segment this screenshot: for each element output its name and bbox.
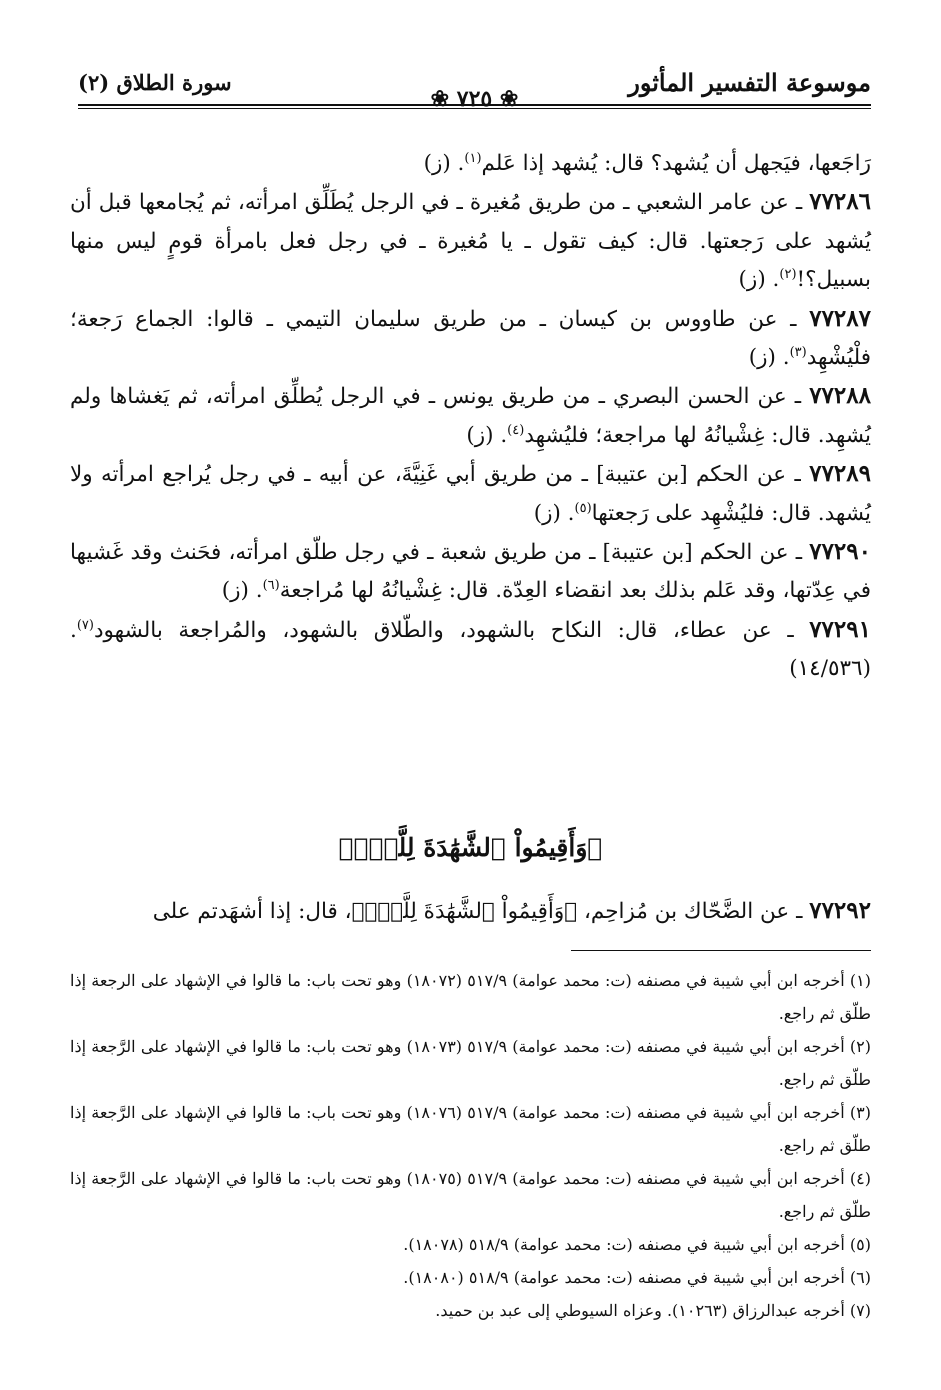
- paragraph: [70, 145, 871, 183]
- footnote: (٤) أخرجه ابن أبي شيبة في مصنفه (ت: محمد عوامة) ٥١٧/٩ (١٨٠٧٥) وهو تحت باب: ما قالوا في الإشهاد على الرَّجعة إذا طلّق ثم راجع.: [70, 1169, 872, 1221]
- paragraph-text: ـ عن الضَّحّاك بن مُزاحِم، ﴿وَأَقِيمُواْ ٱلشَّهَٰدَةَ لِلَّهِۚ﴾، قال: إذا أشهَدتم على: [152, 899, 803, 924]
- book-title: موسوعة التفسير المأثور: [628, 68, 871, 97]
- footnote-separator: [571, 950, 871, 951]
- footnote-ref: (١): [464, 150, 482, 166]
- paragraph-tail: . (ز): [738, 267, 780, 293]
- paragraph-tail: . (ز): [221, 578, 263, 604]
- paragraph: [70, 455, 871, 533]
- header-rule: [78, 104, 871, 106]
- footnote-ref: (٤): [507, 422, 525, 438]
- footnote-ref: (٥): [574, 500, 592, 516]
- page-number: ❀ ٧٢٥ ❀: [430, 86, 519, 112]
- entry-number: ٧٧٢٩٢: [809, 897, 871, 924]
- paragraph-text: ـ عن عامر الشعبي ـ من طريق مُغيرة ـ في الرجل يُطَلِّق امرأته، ثم يُجامعها قبل أن يُشهد على رَجعتها. قال: كيف تقول ـ يا مُغيرة ـ في رجل فعل بامرأة قومٍ ليس منها بسبيل؟!: [70, 190, 871, 293]
- footnote: (٧) أخرجه عبدالرزاق (١٠٢٦٣). وعزاه السيوطي إلى عبد بن حميد.: [435, 1301, 871, 1320]
- main-text: [70, 145, 871, 689]
- paragraph: [70, 533, 871, 611]
- footnote: (٢) أخرجه ابن أبي شيبة في مصنفه (ت: محمد عوامة) ٥١٧/٩ (١٨٠٧٣) وهو تحت باب: ما قالوا في الإشهاد على الرَّجعة إذا طلّق ثم راجع.: [70, 1037, 872, 1089]
- ayah-heading: ﴿وَأَقِيمُواْ ٱلشَّهَٰدَةَ لِلَّهِۚ﴾: [338, 833, 603, 862]
- entry-number: ٧٧٢٩١: [809, 615, 871, 643]
- paragraph-text: ـ عن الحسن البصري ـ من طريق يونس ـ في الرجل يُطلِّق امرأته، ثم يَغشاها ولم يُشهِد. قال: غِشْيانُهُ لها مراجعة؛ فليُشهِد: [70, 384, 871, 448]
- paragraph-text: ـ عن عطاء، قال: النكاح بالشهود، والطّلاق بالشهود، والمُراجعة بالشهود: [93, 617, 794, 643]
- footnote-ref: (٣): [789, 344, 807, 360]
- paragraph-tail: . (ز): [748, 345, 790, 371]
- entry-number: ٧٧٢٨٩: [809, 460, 871, 488]
- entry-number: ٧٧٢٨٨: [809, 382, 871, 410]
- entry-number: ٧٧٢٨٧: [809, 304, 871, 332]
- paragraph-text: ـ عن الحكم [بن عتيبة] ـ من طريق أبي غَنِيَّةَ، عن أبيه ـ في رجل يُراجع امرأته ولا يُشهد. قال: فليُشْهِد على رَجعتها: [70, 462, 871, 526]
- paragraph-tail: . (ز): [423, 151, 465, 176]
- footnote-ref: (٦): [262, 578, 280, 594]
- running-header: [78, 66, 871, 110]
- paragraph-text: ـ عن طاووس بن كيسان ـ من طريق سليمان التيمي ـ قالوا: الجماع رَجعة؛ فلْيُشْهِد: [70, 306, 871, 371]
- paragraph: [70, 377, 871, 455]
- entry-number: ٧٧٢٩٠: [809, 538, 871, 566]
- paragraph-tail: . (ز): [533, 500, 575, 526]
- paragraph-tail: . (١٤/٥٣٦): [70, 617, 871, 682]
- paragraph: [70, 183, 871, 299]
- footnote: (٣) أخرجه ابن أبي شيبة في مصنفه (ت: محمد عوامة) ٥١٧/٩ (١٨٠٧٦) وهو تحت باب: ما قالوا في الإشهاد على الرَّجعة إذا طلّق ثم راجع.: [70, 1103, 872, 1155]
- footnote: (٦) أخرجه ابن أبي شيبة في مصنفه (ت: محمد عوامة) ٥١٨/٩ (١٨٠٨٠).: [403, 1268, 871, 1287]
- paragraph-tail: . (ز): [466, 422, 508, 448]
- surah-title: سورة الطلاق (٢): [78, 70, 232, 95]
- footnote: (٥) أخرجه ابن أبي شيبة في مصنفه (ت: محمد عوامة) ٥١٨/٩ (١٨٠٧٨).: [403, 1235, 871, 1254]
- paragraph-text: رَاجَعها، فيَجهل أن يُشهد؟ قال: يُشهد إذا عَلم: [481, 151, 871, 176]
- footnote-ref: (٢): [779, 267, 797, 283]
- footnote-ref: (٧): [76, 617, 94, 633]
- footnotes: [70, 964, 871, 1327]
- header-rule-thin: [78, 108, 871, 109]
- entry-number: ٧٧٢٨٦: [809, 188, 871, 216]
- paragraph-text: ـ عن الحكم [بن عتيبة] ـ من طريق شعبة ـ في رجل طلّق امرأته، فحَنث وقد غَشيها في عِدّتها، وقد عَلم بذلك بعد انقضاء العِدّة. قال: غِشْيانُهُ لها مُراجعة: [70, 540, 871, 604]
- last-paragraph: [70, 892, 871, 931]
- footnote: (١) أخرجه ابن أبي شيبة في مصنفه (ت: محمد عوامة) ٥١٧/٩ (١٨٠٧٢) وهو تحت باب: ما قالوا في الإشهاد على الرجعة إذا طلّق ثم راجع.: [70, 971, 872, 1023]
- paragraph: [70, 611, 871, 689]
- paragraph: [70, 300, 871, 378]
